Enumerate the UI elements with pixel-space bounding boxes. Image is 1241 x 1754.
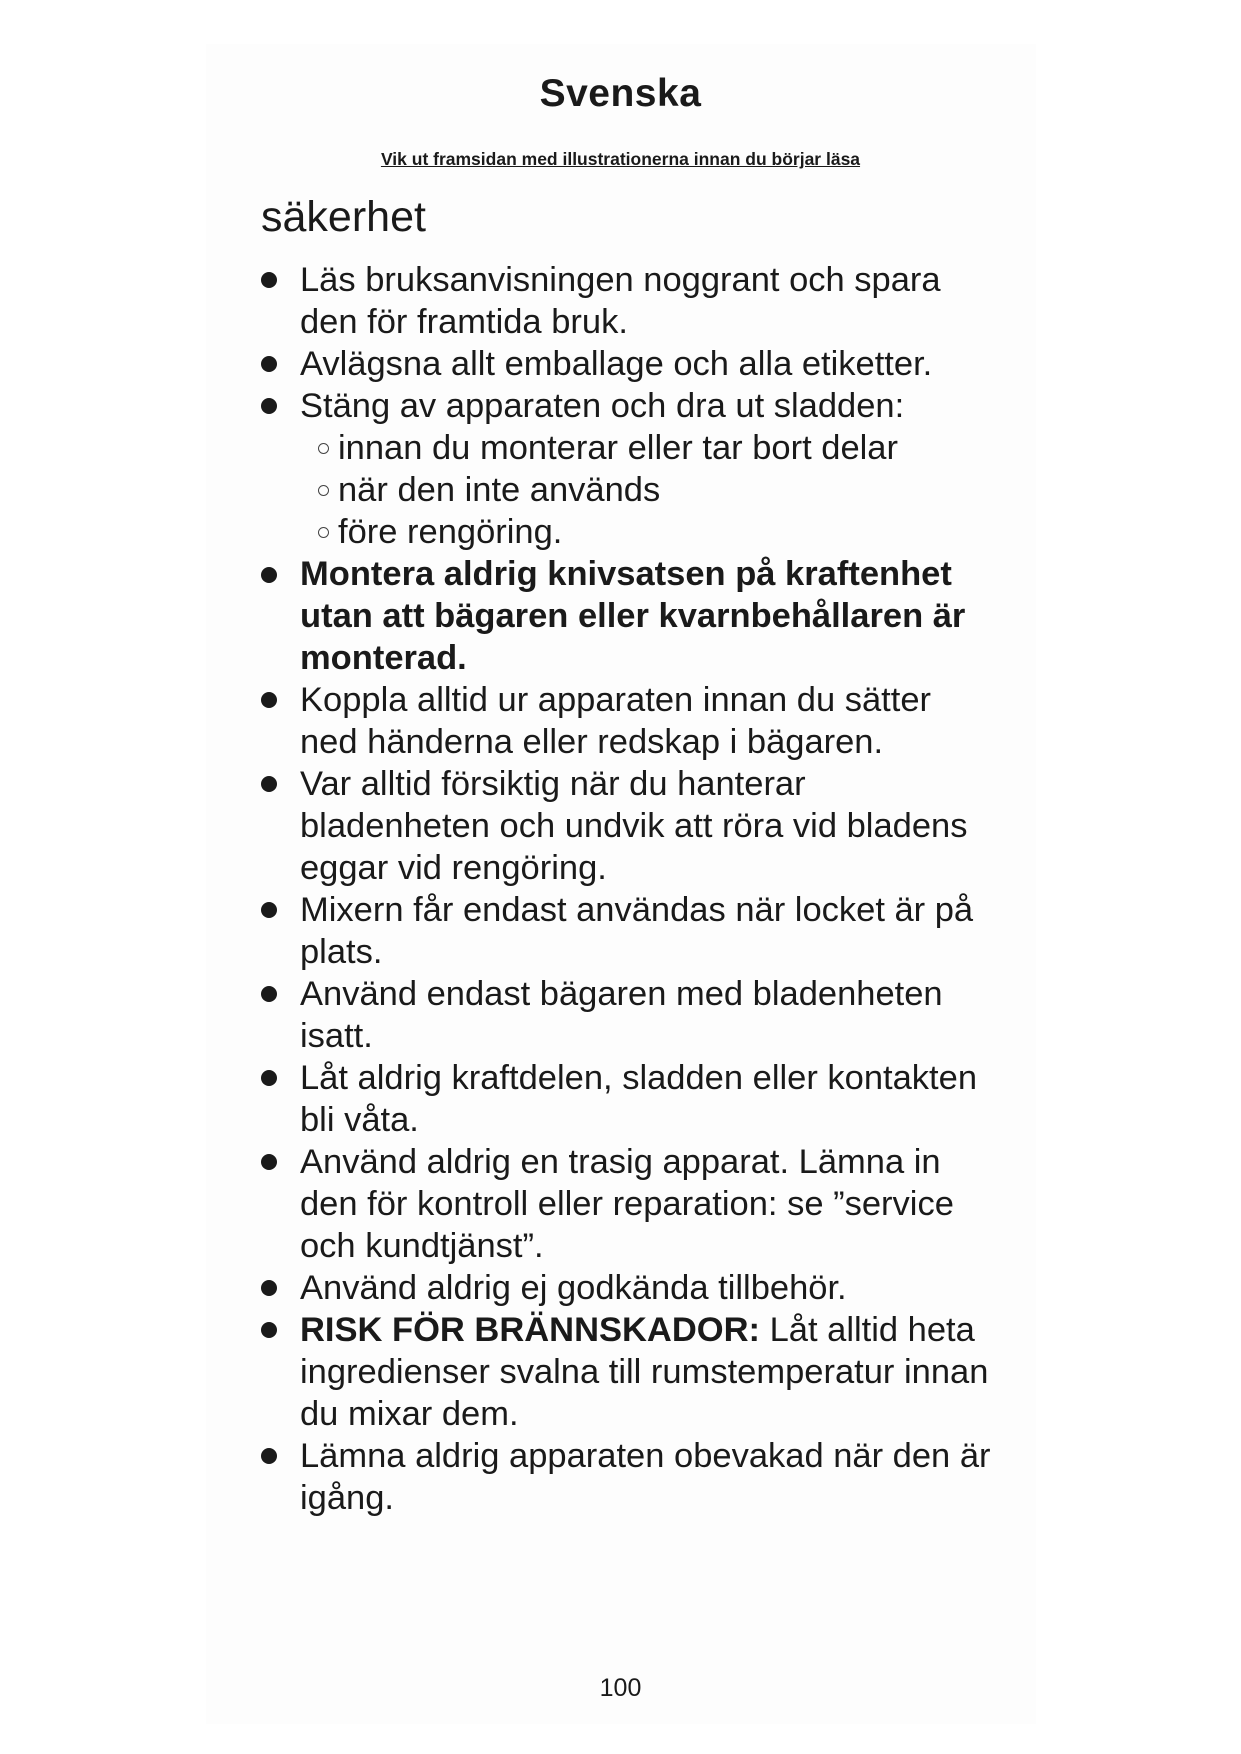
list-item-text: Stäng av apparaten och dra ut sladden:	[300, 387, 905, 425]
circle-bullet-icon	[318, 443, 329, 454]
page-title: Svenska	[539, 72, 702, 115]
list-item-text: Låt alltid heta ingredienser svalna till rumstemperatur innan du mixar dem.	[300, 1311, 989, 1433]
list-item-text: Använd aldrig ej godkända tillbehör.	[300, 1269, 847, 1307]
bullet-icon	[261, 986, 277, 1002]
bullet-icon	[261, 1448, 277, 1464]
circle-bullet-icon	[318, 485, 329, 496]
bullet-icon	[261, 398, 277, 414]
bullet-icon	[261, 356, 277, 372]
list-item	[256, 259, 996, 343]
list-item-text: Mixern får endast användas när locket är på plats.	[300, 891, 974, 971]
list-item	[256, 763, 996, 889]
list-item	[256, 385, 996, 553]
fold-out-instruction: Vik ut framsidan med illustrationerna innan du börjar läsa	[380, 149, 861, 169]
list-item	[256, 889, 996, 973]
bullet-icon	[261, 902, 277, 918]
bullet-icon	[261, 1322, 277, 1338]
list-item-text: Koppla alltid ur apparaten innan du sätter ned händerna eller redskap i bägaren.	[300, 681, 932, 761]
list-item	[256, 1141, 996, 1267]
list-item-text: Använd aldrig en trasig apparat. Lämna in den för kontroll eller reparation: se ”service och kundtjänst”.	[300, 1143, 954, 1265]
list-item-text: Lämna aldrig apparaten obevakad när den är igång.	[300, 1437, 991, 1517]
page-number: 100	[599, 1674, 642, 1702]
sub-list-item-text: när den inte används	[338, 471, 661, 509]
list-item	[256, 1267, 996, 1309]
burn-risk-label: RISK FÖR BRÄNNSKADOR:	[300, 1311, 760, 1349]
circle-bullet-icon	[318, 527, 329, 538]
list-item-text: Låt aldrig kraftdelen, sladden eller kontakten bli våta.	[300, 1059, 978, 1139]
bullet-icon	[261, 567, 277, 583]
list-item-text: Var alltid försiktig när du hanterar bladenheten och undvik att röra vid bladens eggar vid rengöring.	[300, 765, 968, 887]
list-item	[256, 1435, 996, 1519]
bullet-icon	[261, 1070, 277, 1086]
bullet-icon	[261, 1154, 277, 1170]
bullet-icon	[261, 272, 277, 288]
list-item	[256, 343, 996, 385]
list-item-text: Montera aldrig knivsatsen på kraftenhet utan att bägaren eller kvarnbehållaren är monterad.	[300, 555, 966, 677]
list-item-text: Läs bruksanvisningen noggrant och spara den för framtida bruk.	[300, 261, 941, 341]
list-item-burn-risk	[256, 1309, 996, 1435]
safety-list	[256, 259, 996, 1519]
sub-list-item-text: innan du monterar eller tar bort delar	[338, 429, 898, 467]
bullet-icon	[261, 776, 277, 792]
sub-list-item	[316, 469, 996, 511]
section-heading: säkerhet	[261, 193, 426, 241]
sub-list	[300, 427, 996, 553]
bullet-icon	[261, 692, 277, 708]
sub-list-item	[316, 511, 996, 553]
list-item	[256, 679, 996, 763]
sub-list-item	[316, 427, 996, 469]
list-item	[256, 973, 996, 1057]
list-item-text: Använd endast bägaren med bladenheten isatt.	[300, 975, 943, 1055]
sub-list-item-text: före rengöring.	[338, 513, 563, 551]
bullet-icon	[261, 1280, 277, 1296]
list-item	[256, 1057, 996, 1141]
list-item-warning	[256, 553, 996, 679]
list-item-text: Avlägsna allt emballage och alla etiketter.	[300, 345, 933, 383]
